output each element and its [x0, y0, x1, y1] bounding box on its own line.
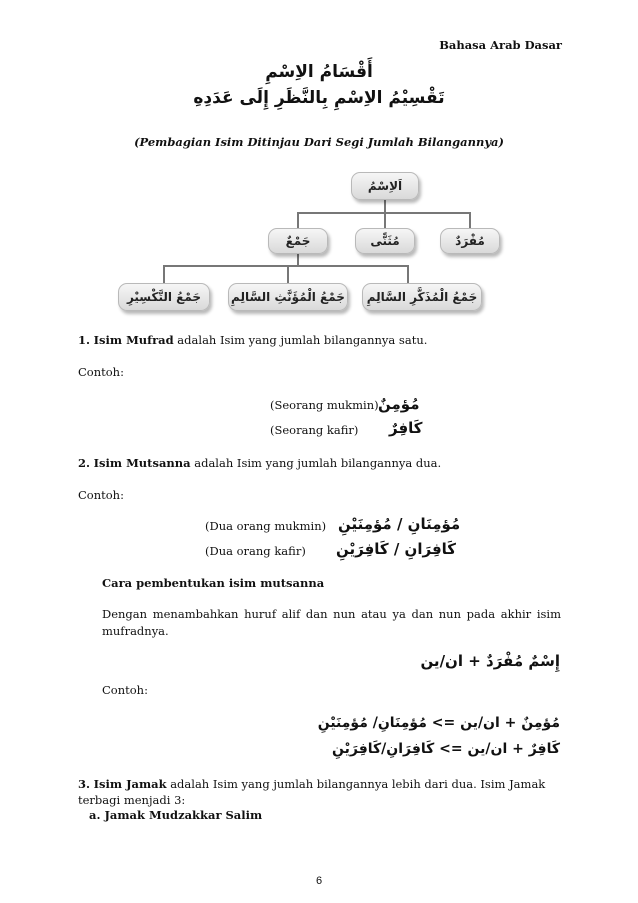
example-arabic: كَافِرٌ [389, 419, 423, 437]
section-number: 3. [78, 777, 91, 791]
cara-title: Cara pembentukan isim mutsanna [102, 576, 325, 590]
definition-text: adalah Isim yang jumlah bilangannya lebih dari dua. Isim Jamak terbagi menjadi 3: [78, 777, 546, 807]
node-jamak: جَمْعٌ [268, 228, 328, 254]
definition-text: adalah Isim yang jumlah bilangannya dua. [190, 456, 442, 470]
term: Isim Mufrad [93, 333, 174, 347]
formula: إِسْمٌ مُفْرَدٌ + ان/ين [420, 652, 560, 670]
node-jamak-taksir: جَمْعُ التَّكْسِيْرِ [118, 283, 210, 311]
section-2-definition [78, 456, 563, 471]
node-jamak-muannats: جَمْعُ الْمُؤَنَّثِ السَّالِمِ [228, 283, 348, 311]
definition-text: adalah Isim yang jumlah bilangannya satu. [173, 333, 428, 347]
connector [297, 212, 299, 228]
connector [407, 265, 409, 283]
example-arabic: كَافِرَانِ / كَافِرَيْنِ [336, 540, 457, 558]
formation-example: مُؤمِنٌ + ان/ين => مُؤمِنَانِ/ مُؤمِنَيْنِ [317, 715, 560, 731]
subsection-a: a. Jamak Mudzakkar Salim [89, 808, 263, 822]
contoh-label: Contoh: [78, 488, 124, 502]
connector [163, 265, 165, 283]
node-mufrad: مُفْرَدٌ [440, 228, 500, 254]
connector [384, 199, 386, 213]
term: Isim Mutsanna [93, 456, 191, 470]
arabic-title: أَقْسَامُ الاِسْمِ [265, 62, 373, 82]
example-meaning: (Dua orang mukmin) [205, 519, 327, 533]
example-meaning: (Seorang kafir) [270, 423, 359, 437]
arabic-subtitle: تَقْسِيْمُ الاِسْمِ بِالنَّظَرِ إِلَى عَدَدِهِ [193, 88, 445, 108]
node-isim: اَلاِسْمُ [351, 172, 419, 200]
example-meaning: (Seorang mukmin) [270, 398, 379, 412]
example-arabic: مُؤمِنَانِ / مُؤمِنَيْنِ [338, 515, 461, 533]
connector [384, 212, 386, 228]
connector [297, 252, 299, 266]
contoh-label: Contoh: [102, 683, 148, 697]
node-jamak-mudzakkar: جَمْعُ الْمُذَكَّرِ السَّالِمِ [362, 283, 482, 311]
example-arabic: مُؤمِنٌ [378, 395, 420, 413]
cara-text: Dengan menambahkan huruf alif dan nun atau ya dan nun pada akhir isim mufradnya. [102, 607, 561, 638]
connector [163, 265, 409, 267]
connector [469, 212, 471, 228]
running-header: Bahasa Arab Dasar [439, 38, 562, 52]
page-number: 6 [315, 875, 323, 887]
section-3-definition [78, 776, 564, 808]
term: Isim Jamak [93, 777, 167, 791]
connector [287, 265, 289, 283]
node-mutsanna: مُثَنًّى [355, 228, 415, 254]
section-subtitle: (Pembagian Isim Ditinjau Dari Segi Jumlah Bilangannya) [134, 135, 504, 149]
section-number: 2. [78, 456, 91, 470]
section-1-definition [78, 333, 563, 348]
section-number: 1. [78, 333, 91, 347]
example-meaning: (Dua orang kafir) [205, 544, 306, 558]
formation-example: كَافِرٌ + ان/ين => كَافِرَانِ/كَافِرَيْنِ [332, 741, 560, 757]
contoh-label: Contoh: [78, 365, 124, 379]
